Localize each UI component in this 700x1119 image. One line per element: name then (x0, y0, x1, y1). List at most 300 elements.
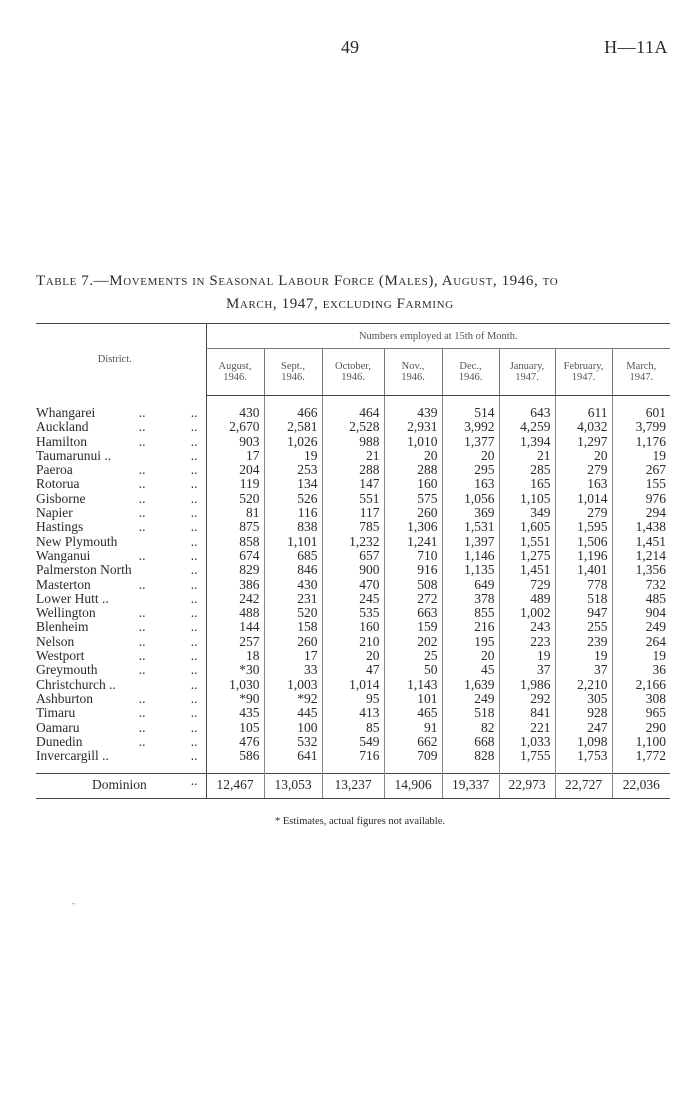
value-cell: 264 (612, 635, 670, 649)
value-cell: 159 (384, 620, 442, 634)
value-cell: 928 (555, 706, 612, 720)
month-column-header (384, 349, 442, 396)
district-name: Hastings (36, 519, 84, 535)
value-cell: 17 (206, 449, 264, 463)
table-row (36, 678, 670, 692)
value-cell: 965 (612, 706, 670, 720)
value-cell: 163 (555, 477, 612, 491)
table-title-line-1: Table 7.—Movements in Seasonal Labour Force (Males), August, 1946, to (36, 273, 559, 289)
table-row (36, 592, 670, 606)
leader-dots: .. (190, 648, 198, 664)
value-cell: 101 (384, 692, 442, 706)
value-cell: 20 (322, 649, 384, 663)
value-cell: 1,135 (442, 563, 499, 577)
value-cell: 288 (384, 463, 442, 477)
value-cell: *90 (206, 692, 264, 706)
district-name: Dunedin (36, 733, 83, 749)
value-cell: 1,010 (384, 435, 442, 449)
month-label: February, (563, 361, 604, 372)
value-cell: 267 (612, 463, 670, 477)
value-cell: 81 (206, 506, 264, 520)
value-cell: 526 (264, 492, 322, 506)
value-cell: 91 (384, 721, 442, 735)
total-row (36, 774, 670, 798)
district-cell (36, 620, 206, 634)
leader-dots-inner: .. (138, 648, 146, 664)
total-value-cell: 22,727 (555, 774, 612, 798)
value-cell: 710 (384, 549, 442, 563)
value-cell: 204 (206, 463, 264, 477)
value-cell: 386 (206, 578, 264, 592)
value-cell: 1,105 (499, 492, 555, 506)
table-row (36, 463, 670, 477)
value-cell: 900 (322, 563, 384, 577)
district-cell (36, 420, 206, 434)
value-cell: 1,451 (499, 563, 555, 577)
table-row (36, 406, 670, 420)
month-column-header (612, 349, 670, 396)
labour-force-table (36, 323, 670, 799)
value-cell: 1,232 (322, 535, 384, 549)
leader-dots-inner: .. (138, 505, 146, 521)
leader-dots: .. (190, 605, 198, 621)
value-cell: 976 (612, 492, 670, 506)
value-cell: 785 (322, 520, 384, 534)
value-cell: 19 (612, 649, 670, 663)
value-cell: 466 (264, 406, 322, 420)
table-row (36, 663, 670, 677)
leader-dots-inner: .. (138, 405, 146, 420)
value-cell: 119 (206, 477, 264, 491)
district-name: Timaru (36, 705, 76, 721)
value-cell: 1,275 (499, 549, 555, 563)
leader-dots: .. (190, 733, 198, 749)
value-cell: 19 (555, 649, 612, 663)
leader-dots: .. (190, 748, 198, 764)
leader-dots: .. (190, 547, 198, 563)
value-cell: 349 (499, 506, 555, 520)
value-cell: *30 (206, 663, 264, 677)
value-cell: 778 (555, 578, 612, 592)
table-row (36, 492, 670, 506)
district-cell (36, 635, 206, 649)
leader-dots: .. (190, 533, 198, 549)
month-column-header (206, 349, 264, 396)
district-name: Hamilton (36, 433, 87, 449)
value-cell: 247 (555, 721, 612, 735)
leader-dots: .. (190, 705, 198, 721)
district-name: Christchurch .. (36, 676, 116, 692)
total-value-cell: 12,467 (206, 774, 264, 798)
value-cell: 1,551 (499, 535, 555, 549)
value-cell: 369 (442, 506, 499, 520)
value-cell: 1,755 (499, 749, 555, 763)
district-name: Westport (36, 648, 85, 664)
table-row (36, 692, 670, 706)
value-cell: 535 (322, 606, 384, 620)
value-cell: 4,259 (499, 420, 555, 434)
leader-dots-inner: .. (138, 633, 146, 649)
total-value-cell: 22,036 (612, 774, 670, 798)
month-column-header (555, 349, 612, 396)
leader-dots-inner: .. (138, 547, 146, 563)
value-cell: 445 (264, 706, 322, 720)
leader-dots: .. (190, 633, 198, 649)
value-cell: 1,030 (206, 678, 264, 692)
district-name: Auckland (36, 419, 89, 435)
value-cell: 47 (322, 663, 384, 677)
value-cell: 147 (322, 477, 384, 491)
value-cell: 1,014 (555, 492, 612, 506)
district-name: Greymouth (36, 662, 98, 678)
leader-dots-inner: .. (138, 662, 146, 678)
value-cell: 1,753 (555, 749, 612, 763)
value-cell: 1,002 (499, 606, 555, 620)
leader-dots-inner: .. (138, 519, 146, 535)
district-cell (36, 749, 206, 763)
value-cell: 160 (322, 620, 384, 634)
value-cell: 1,506 (555, 535, 612, 549)
value-cell: 1,438 (612, 520, 670, 534)
value-cell: 1,056 (442, 492, 499, 506)
value-cell: 1,098 (555, 735, 612, 749)
value-cell: 1,401 (555, 563, 612, 577)
district-cell (36, 506, 206, 520)
value-cell: 643 (499, 406, 555, 420)
value-cell: 430 (206, 406, 264, 420)
table-row (36, 435, 670, 449)
value-cell: 1,356 (612, 563, 670, 577)
district-cell (36, 449, 206, 463)
value-cell: 1,531 (442, 520, 499, 534)
value-cell: 1,196 (555, 549, 612, 563)
district-cell (36, 706, 206, 720)
value-cell: 649 (442, 578, 499, 592)
table-row (36, 520, 670, 534)
value-cell: 285 (499, 463, 555, 477)
district-cell (36, 563, 206, 577)
value-cell: 36 (612, 663, 670, 677)
table-row (36, 620, 670, 634)
value-cell: 279 (555, 463, 612, 477)
value-cell: 1,451 (612, 535, 670, 549)
district-cell (36, 592, 206, 606)
value-cell: 716 (322, 749, 384, 763)
value-cell: 709 (384, 749, 442, 763)
value-cell: 279 (555, 506, 612, 520)
district-cell (36, 549, 206, 563)
value-cell: 476 (206, 735, 264, 749)
table-row (36, 563, 670, 577)
value-cell: 19 (499, 649, 555, 663)
value-cell: 1,214 (612, 549, 670, 563)
footnote: * Estimates, actual figures not available. (275, 816, 445, 827)
leader-dots: .. (190, 433, 198, 449)
value-cell: 904 (612, 606, 670, 620)
value-cell: 1,397 (442, 535, 499, 549)
table-row (36, 549, 670, 563)
value-cell: 294 (612, 506, 670, 520)
district-name: Rotorua (36, 476, 80, 492)
value-cell: 245 (322, 592, 384, 606)
value-cell: 518 (442, 706, 499, 720)
district-name: Taumarunui .. (36, 447, 112, 463)
value-cell: 3,992 (442, 420, 499, 434)
value-cell: 2,166 (612, 678, 670, 692)
district-name: Ashburton (36, 690, 93, 706)
total-value-cell: 19,337 (442, 774, 499, 798)
district-name: Lower Hutt .. (36, 590, 109, 606)
value-cell: 674 (206, 549, 264, 563)
value-cell: 20 (384, 449, 442, 463)
value-cell: 903 (206, 435, 264, 449)
district-name: Wanganui (36, 547, 91, 563)
value-cell: 601 (612, 406, 670, 420)
value-cell: 485 (612, 592, 670, 606)
district-cell (36, 406, 206, 420)
value-cell: 155 (612, 477, 670, 491)
value-cell: 1,033 (499, 735, 555, 749)
value-cell: 828 (442, 749, 499, 763)
value-cell: 378 (442, 592, 499, 606)
total-label-cell (36, 774, 206, 798)
value-cell: 82 (442, 721, 499, 735)
value-cell: 1,026 (264, 435, 322, 449)
table-row (36, 706, 670, 720)
value-cell: 288 (322, 463, 384, 477)
value-cell: 947 (555, 606, 612, 620)
value-cell: 1,101 (264, 535, 322, 549)
table-row (36, 721, 670, 735)
district-name: Whangarei (36, 405, 96, 420)
month-year: 1947. (571, 372, 596, 383)
leader-dots: .. (190, 576, 198, 592)
leader-dots: .. (190, 519, 198, 535)
value-cell: 641 (264, 749, 322, 763)
table-row (36, 735, 670, 749)
value-cell: 21 (499, 449, 555, 463)
value-cell: 19 (264, 449, 322, 463)
value-cell: 732 (612, 578, 670, 592)
district-cell (36, 435, 206, 449)
value-cell: 50 (384, 663, 442, 677)
leader-dots-inner: .. (138, 719, 146, 735)
value-cell: 85 (322, 721, 384, 735)
value-cell: 514 (442, 406, 499, 420)
leader-dots-inner: .. (138, 576, 146, 592)
total-value-cell: 14,906 (384, 774, 442, 798)
value-cell: 1,146 (442, 549, 499, 563)
value-cell: 855 (442, 606, 499, 620)
leader-dots-inner: .. (138, 690, 146, 706)
page-number: 49 (341, 37, 359, 57)
district-name: New Plymouth (36, 533, 118, 549)
month-label: March, (626, 361, 657, 372)
value-cell: 413 (322, 706, 384, 720)
value-cell: 2,670 (206, 420, 264, 434)
leader-dots: .. (190, 773, 198, 789)
district-cell (36, 649, 206, 663)
total-value-cell: 13,237 (322, 774, 384, 798)
value-cell: 846 (264, 563, 322, 577)
value-cell: 916 (384, 563, 442, 577)
value-cell: 663 (384, 606, 442, 620)
leader-dots: .. (190, 562, 198, 578)
value-cell: 231 (264, 592, 322, 606)
value-cell: 470 (322, 578, 384, 592)
district-name: Masterton (36, 576, 91, 592)
value-cell: 202 (384, 635, 442, 649)
value-cell: 1,003 (264, 678, 322, 692)
value-cell: 508 (384, 578, 442, 592)
value-cell: 20 (555, 449, 612, 463)
value-cell: 611 (555, 406, 612, 420)
value-cell: 20 (442, 649, 499, 663)
table-row (36, 635, 670, 649)
table-row (36, 506, 670, 520)
district-cell (36, 463, 206, 477)
district-name: Wellington (36, 605, 96, 621)
value-cell: 520 (206, 492, 264, 506)
leader-dots: .. (190, 662, 198, 678)
value-cell: 1,394 (499, 435, 555, 449)
value-cell: 257 (206, 635, 264, 649)
month-label: Sept., (281, 361, 305, 372)
value-cell: 239 (555, 635, 612, 649)
district-cell (36, 692, 206, 706)
leader-dots-inner: .. (138, 433, 146, 449)
value-cell: 1,176 (612, 435, 670, 449)
value-cell: 575 (384, 492, 442, 506)
value-cell: 1,595 (555, 520, 612, 534)
value-cell: 1,772 (612, 749, 670, 763)
value-cell: 18 (206, 649, 264, 663)
leader-dots: .. (190, 690, 198, 706)
value-cell: 1,100 (612, 735, 670, 749)
value-cell: 134 (264, 477, 322, 491)
value-cell: 729 (499, 578, 555, 592)
table-row (36, 449, 670, 463)
month-column-header (264, 349, 322, 396)
value-cell: 272 (384, 592, 442, 606)
value-cell: 1,306 (384, 520, 442, 534)
value-cell: 163 (442, 477, 499, 491)
value-cell: 165 (499, 477, 555, 491)
value-cell: 657 (322, 549, 384, 563)
leader-dots: .. (190, 505, 198, 521)
value-cell: 37 (499, 663, 555, 677)
month-year: 1946. (401, 372, 425, 383)
value-cell: 243 (499, 620, 555, 634)
district-cell (36, 578, 206, 592)
district-name: Invercargill .. (36, 748, 109, 764)
leader-dots: .. (190, 476, 198, 492)
value-cell: 95 (322, 692, 384, 706)
value-cell: 292 (499, 692, 555, 706)
leader-dots: .. (190, 719, 198, 735)
value-cell: 430 (264, 578, 322, 592)
month-year: 1947. (629, 372, 654, 383)
month-column-header (322, 349, 384, 396)
value-cell: 1,605 (499, 520, 555, 534)
value-cell: 144 (206, 620, 264, 634)
value-cell: 290 (612, 721, 670, 735)
month-year: 1946. (281, 372, 305, 383)
value-cell: 249 (612, 620, 670, 634)
value-cell: 875 (206, 520, 264, 534)
district-name: Paeroa (36, 462, 73, 478)
total-label: Dominion (92, 777, 147, 793)
table-title-line-2: March, 1947, excluding Farming (226, 296, 454, 312)
district-cell (36, 678, 206, 692)
leader-dots-inner: .. (138, 605, 146, 621)
value-cell: 216 (442, 620, 499, 634)
value-cell: 551 (322, 492, 384, 506)
value-cell: 260 (384, 506, 442, 520)
leader-dots-inner: .. (138, 705, 146, 721)
value-cell: 435 (206, 706, 264, 720)
value-cell: 2,581 (264, 420, 322, 434)
district-cell (36, 477, 206, 491)
value-cell: 255 (555, 620, 612, 634)
value-cell: 489 (499, 592, 555, 606)
value-cell: 3,799 (612, 420, 670, 434)
leader-dots: .. (190, 419, 198, 435)
total-value-cell: 13,053 (264, 774, 322, 798)
month-column-header (499, 349, 555, 396)
month-year: 1946. (223, 372, 247, 383)
value-cell: 223 (499, 635, 555, 649)
district-column-header: District. (36, 324, 206, 396)
month-column-header (442, 349, 499, 396)
month-year: 1946. (341, 372, 365, 383)
district-cell (36, 735, 206, 749)
document-reference: H—11A (604, 37, 668, 57)
value-cell: 518 (555, 592, 612, 606)
leader-dots-inner: .. (138, 476, 146, 492)
value-cell: 668 (442, 735, 499, 749)
month-label: Nov., (401, 361, 425, 372)
value-cell: 105 (206, 721, 264, 735)
value-cell: 253 (264, 463, 322, 477)
leader-dots-inner: .. (138, 733, 146, 749)
month-label: Dec., (459, 361, 482, 372)
district-name: Nelson (36, 633, 75, 649)
table-row (36, 535, 670, 549)
value-cell: *92 (264, 692, 322, 706)
leader-dots-inner: .. (138, 462, 146, 478)
leader-dots: .. (190, 590, 198, 606)
total-value-cell: 22,973 (499, 774, 555, 798)
district-name: Oamaru (36, 719, 80, 735)
district-cell (36, 606, 206, 620)
value-cell: 464 (322, 406, 384, 420)
value-cell: 21 (322, 449, 384, 463)
value-cell: 1,297 (555, 435, 612, 449)
value-cell: 308 (612, 692, 670, 706)
value-cell: 17 (264, 649, 322, 663)
value-cell: 4,032 (555, 420, 612, 434)
value-cell: 33 (264, 663, 322, 677)
table-row (36, 649, 670, 663)
month-year: 1947. (515, 372, 539, 383)
table-row (36, 578, 670, 592)
value-cell: 117 (322, 506, 384, 520)
value-cell: 988 (322, 435, 384, 449)
district-cell (36, 535, 206, 549)
table-row (36, 606, 670, 620)
value-cell: 1,377 (442, 435, 499, 449)
